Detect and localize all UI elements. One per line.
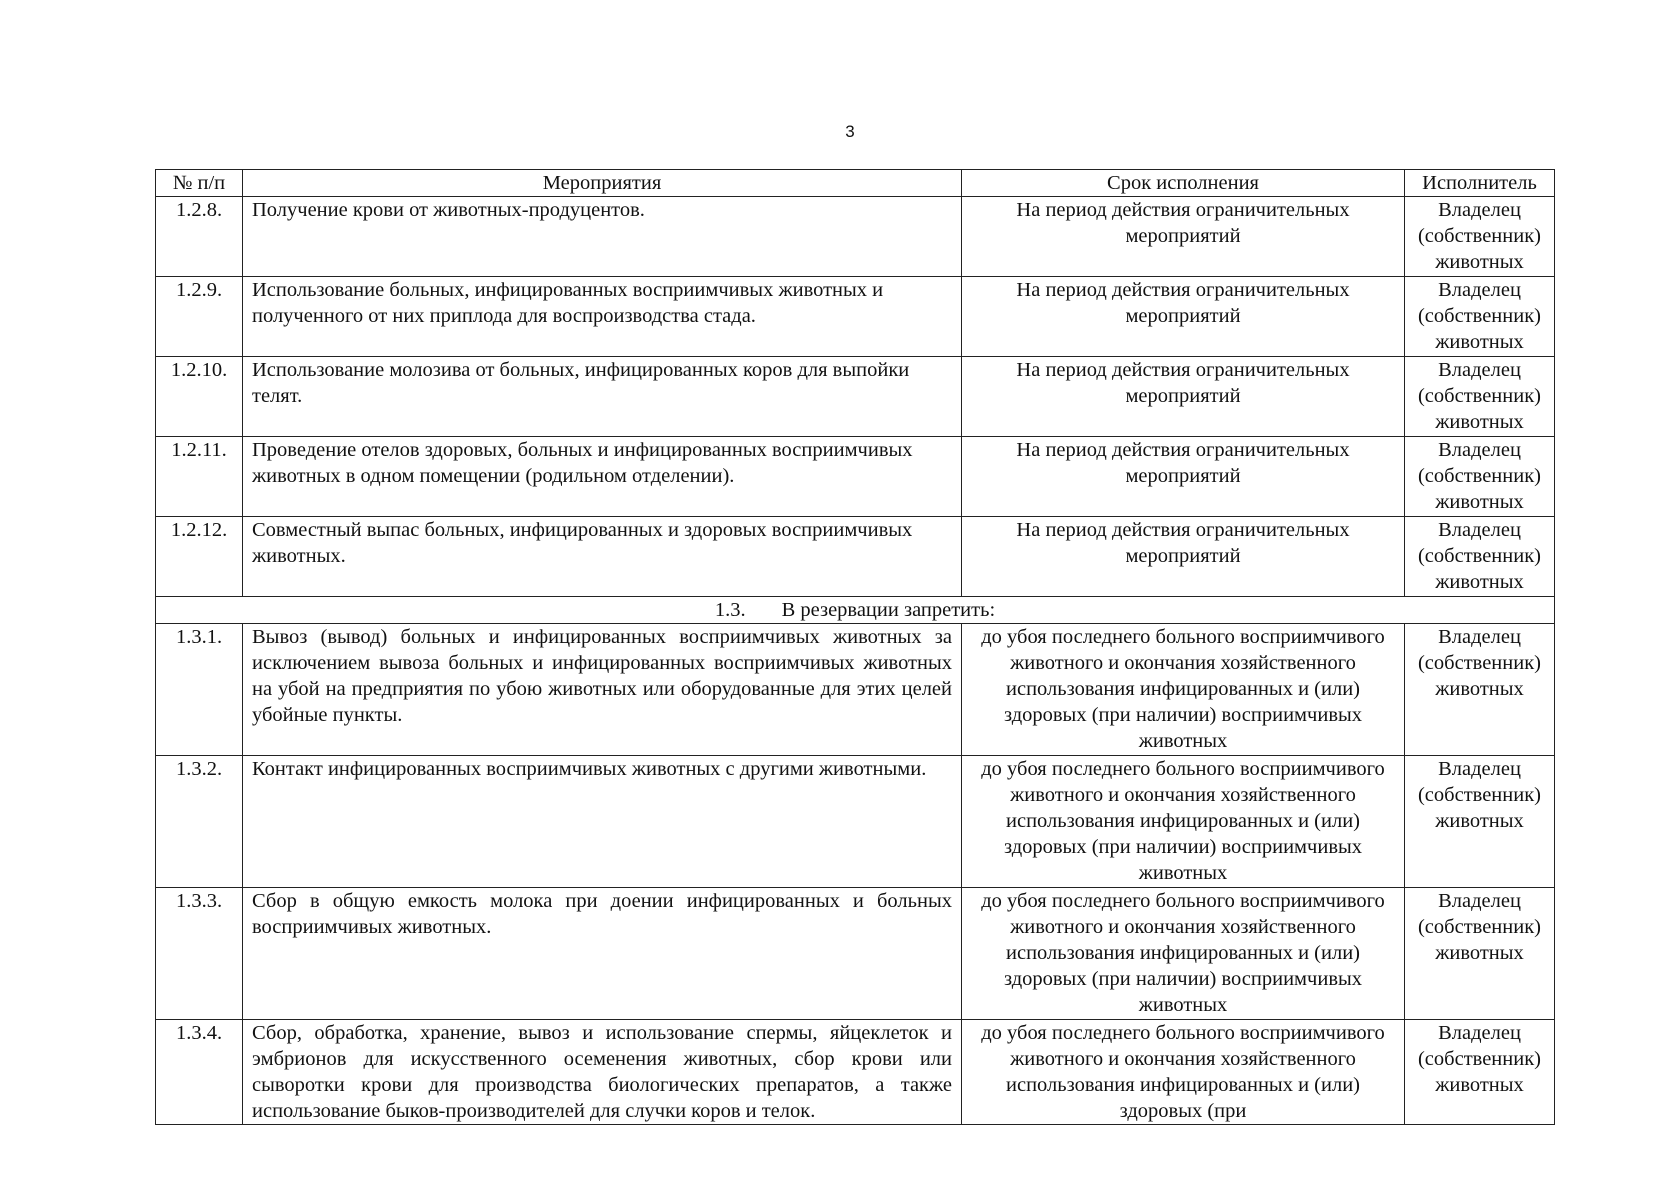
row-executor: Владелец (собственник) животных xyxy=(1405,357,1555,437)
row-measure: Вывоз (вывод) больных и инфицированных восприимчивых животных за исключением вывоза больных и инфицированных восприимчивых животных на убой на предприятия по убою животных или оборудованные для этих целей убойные пункты. xyxy=(243,624,962,756)
table-header-row xyxy=(156,170,1555,197)
row-executor: Владелец (собственник) животных xyxy=(1405,517,1555,597)
table-row xyxy=(156,437,1555,517)
row-measure: Совместный выпас больных, инфицированных и здоровых восприимчивых животных. xyxy=(243,517,962,597)
row-measure: Проведение отелов здоровых, больных и инфицированных восприимчивых животных в одном помещении (родильном отделении). xyxy=(243,437,962,517)
row-deadline: На период действия ограничительных мероприятий xyxy=(962,437,1405,517)
row-deadline: На период действия ограничительных мероприятий xyxy=(962,517,1405,597)
row-deadline: до убоя последнего больного восприимчивого животного и окончания хозяйственного использования инфицированных и (или) здоровых (при xyxy=(962,1020,1405,1125)
section-heading xyxy=(156,597,1555,624)
row-num: 1.2.8. xyxy=(156,197,243,277)
table-row xyxy=(156,624,1555,756)
row-deadline: до убоя последнего больного восприимчивого животного и окончания хозяйственного использования инфицированных и (или) здоровых (при наличии) восприимчивых животных xyxy=(962,756,1405,888)
header-measure: Мероприятия xyxy=(243,170,962,197)
row-deadline: На период действия ограничительных мероприятий xyxy=(962,357,1405,437)
table-row xyxy=(156,357,1555,437)
row-measure: Получение крови от животных-продуцентов. xyxy=(243,197,962,277)
row-measure: Сбор, обработка, хранение, вывоз и использование спермы, яйцеклеток и эмбрионов для искусственного осеменения животных, сбор крови или сыворотки крови для производства биологических препаратов, а также использование быков-производителей для случки коров и телок. xyxy=(243,1020,962,1125)
row-num: 1.3.1. xyxy=(156,624,243,756)
row-measure: Использование больных, инфицированных восприимчивых животных и полученного от них приплода для воспроизводства стада. xyxy=(243,277,962,357)
row-num: 1.2.9. xyxy=(156,277,243,357)
table-row xyxy=(156,277,1555,357)
page-number: 3 xyxy=(845,122,855,141)
row-num: 1.3.2. xyxy=(156,756,243,888)
table-row xyxy=(156,1020,1555,1125)
row-num: 1.3.4. xyxy=(156,1020,243,1125)
section-row xyxy=(156,597,1555,624)
table-row xyxy=(156,756,1555,888)
row-deadline: На период действия ограничительных мероприятий xyxy=(962,277,1405,357)
row-measure: Контакт инфицированных восприимчивых животных с другими животными. xyxy=(243,756,962,888)
table-row xyxy=(156,888,1555,1020)
row-executor: Владелец (собственник) животных xyxy=(1405,197,1555,277)
section-number: 1.3. xyxy=(714,599,746,621)
table-row xyxy=(156,197,1555,277)
table-row xyxy=(156,517,1555,597)
header-deadline: Срок исполнения xyxy=(962,170,1405,197)
row-num: 1.2.11. xyxy=(156,437,243,517)
row-executor: Владелец (собственник) животных xyxy=(1405,756,1555,888)
row-num: 1.3.3. xyxy=(156,888,243,1020)
row-executor: Владелец (собственник) животных xyxy=(1405,277,1555,357)
row-num: 1.2.10. xyxy=(156,357,243,437)
section-title: В резервации запретить: xyxy=(781,599,996,621)
row-executor: Владелец (собственник) животных xyxy=(1405,624,1555,756)
header-executor: Исполнитель xyxy=(1405,170,1555,197)
row-executor: Владелец (собственник) животных xyxy=(1405,437,1555,517)
header-num: № п/п xyxy=(156,170,243,197)
row-measure: Использование молозива от больных, инфицированных коров для выпойки телят. xyxy=(243,357,962,437)
row-measure: Сбор в общую емкость молока при доении инфицированных и больных восприимчивых животных. xyxy=(243,888,962,1020)
row-executor: Владелец (собственник) животных xyxy=(1405,888,1555,1020)
row-executor: Владелец (собственник) животных xyxy=(1405,1020,1555,1125)
row-deadline: до убоя последнего больного восприимчивого животного и окончания хозяйственного использования инфицированных и (или) здоровых (при наличии) восприимчивых животных xyxy=(962,888,1405,1020)
measures-table xyxy=(155,169,1555,1125)
row-num: 1.2.12. xyxy=(156,517,243,597)
row-deadline: На период действия ограничительных мероприятий xyxy=(962,197,1405,277)
row-deadline: до убоя последнего больного восприимчивого животного и окончания хозяйственного использования инфицированных и (или) здоровых (при наличии) восприимчивых животных xyxy=(962,624,1405,756)
